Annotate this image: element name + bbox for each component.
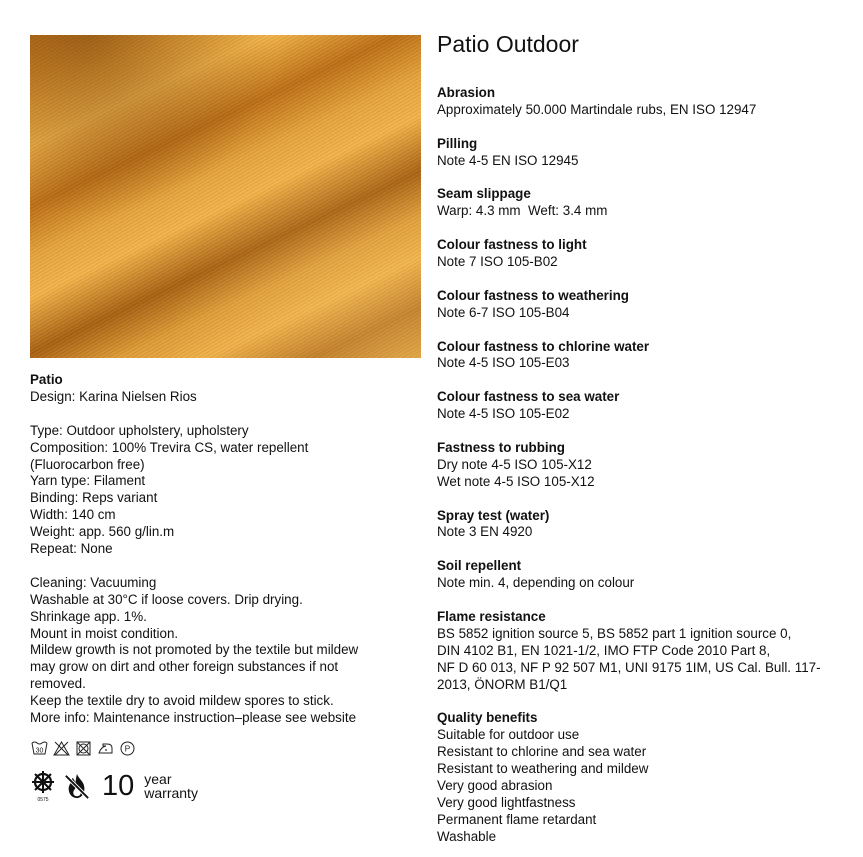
- detail-line: (Fluorocarbon free): [30, 456, 145, 472]
- certification-badges: [30, 771, 198, 801]
- spec-chlorine-water: Colour fastness to chlorine water Note 4-5 ISO 105-E03: [437, 338, 650, 371]
- flame-retardant-icon: [64, 771, 90, 801]
- quality-benefits: Quality benefits Suitable for outdoor use Resistant to chlorine and sea water Resistant to weathering and mildew Very good abrasion Very good lightfastness Permanent flame retardant Washable: [437, 710, 847, 845]
- care-line: Shrinkage app. 1%.: [30, 608, 147, 624]
- list-item: Permanent flame retardant: [437, 811, 597, 827]
- warranty-years: 10: [102, 769, 135, 802]
- care-line: Keep the textile dry to avoid mildew spores to stick.: [30, 693, 334, 709]
- spec-spray-test: Spray test (water) Note 3 EN 4920: [437, 507, 550, 540]
- detail-line: Composition: 100% Trevira CS, water repellent: [30, 439, 309, 455]
- specifications: [437, 30, 847, 846]
- no-bleach-icon: [53, 740, 70, 757]
- list-item: Washable: [437, 828, 497, 844]
- care-line: Mildew growth is not promoted by the textile but mildew: [30, 642, 359, 658]
- spec-light-fastness: Colour fastness to light Note 7 ISO 105-B02: [437, 237, 587, 270]
- spec-soil-repellent: Soil repellent Note min. 4, depending on colour: [437, 558, 635, 591]
- detail-line: Weight: app. 560 g/lin.m: [30, 524, 175, 540]
- svg-text:0575: 0575: [37, 797, 49, 802]
- fabric-swatch-image: [30, 35, 421, 358]
- svg-text:P: P: [124, 743, 131, 754]
- care-line: Mount in moist condition.: [30, 625, 179, 641]
- dry-clean-icon: [119, 740, 136, 757]
- svg-text:30: 30: [35, 747, 44, 755]
- list-item: Resistant to weathering and mildew: [437, 761, 649, 777]
- care-line: Cleaning: Vacuuming: [30, 574, 157, 590]
- spec-rubbing: Fastness to rubbing Dry note 4-5 ISO 105-X12 Wet note 4-5 ISO 105-X12: [437, 439, 595, 489]
- wash-30-icon: [31, 740, 48, 757]
- product-name: Patio: [30, 372, 63, 387]
- care-line: may grow on dirt and other foreign substances if not: [30, 659, 339, 675]
- list-item: Very good lightfastness: [437, 794, 576, 810]
- marine-wheel-icon: [30, 771, 56, 801]
- care-line: More info: Maintenance instruction–please see website: [30, 710, 357, 726]
- detail-line: Type: Outdoor upholstery, upholstery: [30, 422, 249, 438]
- designer: Design: Karina Nielsen Rios: [30, 388, 197, 404]
- list-item: Very good abrasion: [437, 777, 553, 793]
- detail-line: Repeat: None: [30, 541, 113, 557]
- list-item: Resistant to chlorine and sea water: [437, 744, 647, 760]
- detail-line: Yarn type: Filament: [30, 473, 146, 489]
- detail-line: Width: 140 cm: [30, 507, 116, 523]
- care-line: Washable at 30°C if loose covers. Drip drying.: [30, 591, 303, 607]
- no-tumble-dry-icon: [75, 740, 92, 757]
- list-item: Suitable for outdoor use: [437, 727, 580, 743]
- care-line: removed.: [30, 676, 86, 692]
- warranty-label: year warranty: [144, 771, 198, 801]
- detail-line: Binding: Reps variant: [30, 490, 158, 506]
- page-title: Patio Outdoor: [437, 31, 579, 57]
- spec-seam-slippage: Seam slippage Warp: 4.3 mm Weft: 3.4 mm: [437, 186, 608, 219]
- product-description: [30, 372, 430, 727]
- spec-flame-resistance: Flame resistance BS 5852 ignition source 5, BS 5852 part 1 ignition source 0, DIN 4102 B1, EN 1021-1/2, IMO FTP Code 2010 Part 8, NF D 60 013, NF P 92 507 M1, UNI 9175 1IM, US Cal. Bull. 117- 2013, ÖNORM B1/Q1: [437, 608, 821, 692]
- spec-weathering: Colour fastness to weathering Note 6-7 ISO 105-B04: [437, 287, 629, 320]
- spec-sea-water: Colour fastness to sea water Note 4-5 ISO 105-E02: [437, 389, 620, 422]
- iron-icon: [97, 740, 114, 757]
- spec-pilling: Pilling Note 4-5 EN ISO 12945: [437, 135, 579, 168]
- spec-abrasion: Abrasion Approximately 50.000 Martindale rubs, EN ISO 12947: [437, 85, 757, 117]
- care-symbols: [31, 740, 136, 757]
